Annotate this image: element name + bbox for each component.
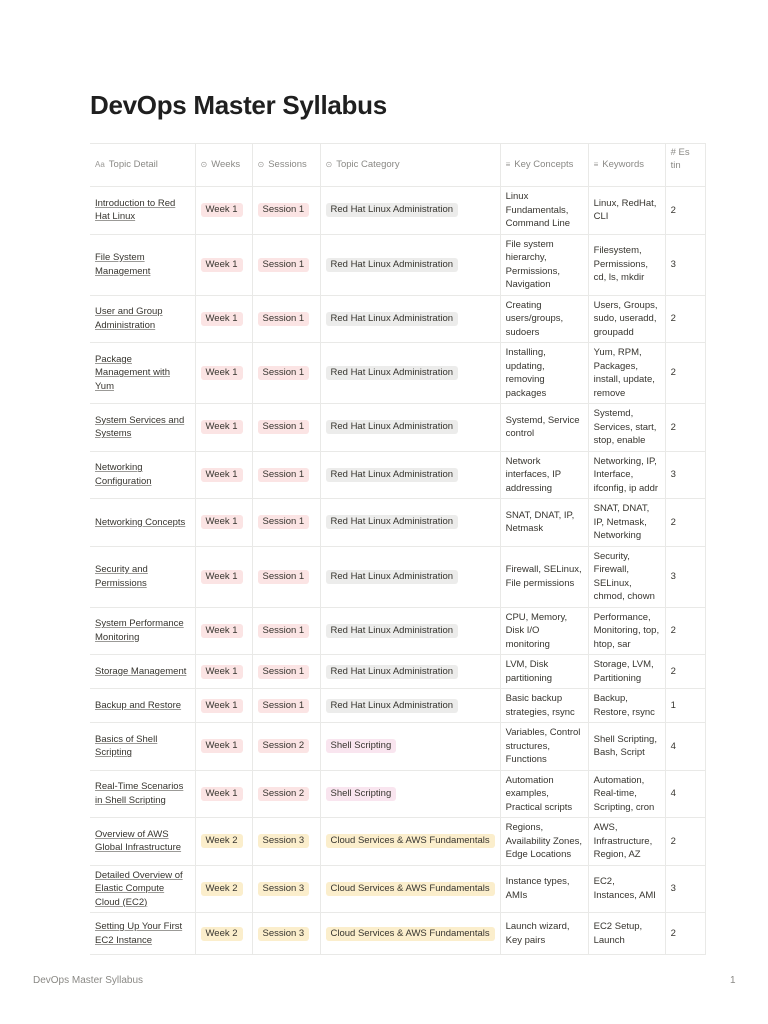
cell-keywords: EC2 Setup, Launch — [588, 913, 665, 955]
table-row[interactable] — [90, 655, 705, 689]
cell-weeks — [195, 607, 252, 655]
cell-key-concepts: LVM, Disk partitioning — [500, 655, 588, 689]
table-row[interactable] — [90, 187, 705, 235]
cell-key-concepts: Creating users/groups, sudoers — [500, 295, 588, 343]
category-tag: Red Hat Linux Administration — [326, 699, 459, 713]
topic-link[interactable]: Networking Configuration — [95, 462, 152, 487]
session-tag: Session 1 — [258, 366, 310, 380]
cell-keywords: AWS, Infrastructure, Region, AZ — [588, 818, 665, 866]
week-tag: Week 1 — [201, 739, 243, 753]
cell-keywords: Performance, Monitoring, top, htop, sar — [588, 607, 665, 655]
cell-key-concepts: Instance types, AMIs — [500, 865, 588, 913]
cell-key-concepts: Basic backup strategies, rsync — [500, 689, 588, 723]
cell-estimated-time: 2 — [665, 187, 705, 235]
cell-weeks — [195, 404, 252, 452]
cell-topic-detail[interactable] — [90, 655, 195, 689]
cell-topic-detail[interactable] — [90, 343, 195, 404]
cell-sessions — [252, 295, 320, 343]
topic-link[interactable]: Setting Up Your First EC2 Instance — [95, 921, 183, 946]
week-tag: Week 1 — [201, 570, 243, 584]
select-property-icon: ⊙ — [257, 160, 265, 170]
cell-topic-detail[interactable] — [90, 404, 195, 452]
cell-estimated-time: 2 — [665, 404, 705, 452]
cell-sessions — [252, 865, 320, 913]
session-tag: Session 1 — [258, 699, 310, 713]
topic-link[interactable]: File System Management — [95, 252, 151, 277]
cell-keywords: Systemd, Services, start, stop, enable — [588, 404, 665, 452]
cell-keywords: Linux, RedHat, CLI — [588, 187, 665, 235]
category-tag: Cloud Services & AWS Fundamentals — [326, 834, 495, 848]
table-row[interactable] — [90, 818, 705, 866]
cell-estimated-time: 2 — [665, 295, 705, 343]
cell-topic-detail[interactable] — [90, 499, 195, 547]
category-tag: Red Hat Linux Administration — [326, 515, 459, 529]
category-tag: Red Hat Linux Administration — [326, 203, 459, 217]
table-row[interactable] — [90, 913, 705, 955]
week-tag: Week 1 — [201, 312, 243, 326]
week-tag: Week 1 — [201, 420, 243, 434]
cell-topic-category — [320, 607, 500, 655]
cell-key-concepts: Automation examples, Practical scripts — [500, 770, 588, 818]
topic-link[interactable]: Backup and Restore — [95, 699, 182, 711]
category-tag: Red Hat Linux Administration — [326, 665, 459, 679]
cell-keywords: Shell Scripting, Bash, Script — [588, 723, 665, 771]
column-header-estimated-time[interactable]: # Es tin — [665, 144, 705, 187]
cell-topic-category — [320, 404, 500, 452]
cell-key-concepts: Launch wizard, Key pairs — [500, 913, 588, 955]
cell-weeks — [195, 546, 252, 607]
cell-keywords: Networking, IP, Interface, ifconfig, ip addr — [588, 451, 665, 499]
footer-doc-name: DevOps Master Syllabus — [33, 975, 144, 986]
topic-link[interactable]: Networking Concepts — [95, 516, 186, 528]
cell-sessions — [252, 343, 320, 404]
table-row[interactable] — [90, 723, 705, 771]
cell-estimated-time: 2 — [665, 499, 705, 547]
cell-topic-category — [320, 546, 500, 607]
cell-keywords: Filesystem, Permissions, cd, ls, mkdir — [588, 234, 665, 295]
week-tag: Week 1 — [201, 515, 243, 529]
category-tag: Red Hat Linux Administration — [326, 468, 459, 482]
cell-sessions — [252, 818, 320, 866]
cell-estimated-time: 3 — [665, 865, 705, 913]
cell-topic-category — [320, 655, 500, 689]
table-row[interactable] — [90, 607, 705, 655]
cell-sessions — [252, 655, 320, 689]
cell-estimated-time: 2 — [665, 818, 705, 866]
table-row[interactable] — [90, 234, 705, 295]
cell-key-concepts: Systemd, Service control — [500, 404, 588, 452]
table-row[interactable] — [90, 770, 705, 818]
category-tag: Red Hat Linux Administration — [326, 624, 459, 638]
category-tag: Cloud Services & AWS Fundamentals — [326, 927, 495, 941]
category-tag: Red Hat Linux Administration — [326, 312, 459, 326]
cell-keywords: SNAT, DNAT, IP, Netmask, Networking — [588, 499, 665, 547]
session-tag: Session 1 — [258, 665, 310, 679]
cell-keywords: Storage, LVM, Partitioning — [588, 655, 665, 689]
cell-topic-category — [320, 689, 500, 723]
cell-estimated-time: 3 — [665, 546, 705, 607]
week-tag: Week 1 — [201, 258, 243, 272]
cell-topic-category — [320, 499, 500, 547]
cell-topic-detail[interactable] — [90, 818, 195, 866]
cell-topic-category — [320, 187, 500, 235]
cell-weeks — [195, 451, 252, 499]
cell-topic-category — [320, 343, 500, 404]
table-row[interactable] — [90, 865, 705, 913]
topic-link[interactable]: System Services and Systems — [95, 414, 185, 440]
cell-topic-category — [320, 913, 500, 955]
footer-page-number: 1 — [730, 975, 736, 986]
syllabus-table-container — [90, 143, 768, 946]
cell-key-concepts: CPU, Memory, Disk I/O monitoring — [500, 607, 588, 655]
session-tag: Session 1 — [258, 570, 310, 584]
cell-estimated-time: 2 — [665, 913, 705, 955]
cell-topic-category — [320, 295, 500, 343]
column-header-label: Topic Detail — [108, 159, 158, 171]
week-tag: Week 2 — [201, 927, 243, 941]
cell-weeks — [195, 655, 252, 689]
column-header-topic-category[interactable] — [320, 144, 500, 187]
cell-key-concepts: Regions, Availability Zones, Edge Locations — [500, 818, 588, 866]
table-body — [90, 187, 705, 955]
session-tag: Session 1 — [258, 312, 310, 326]
text-lines-icon: ≡ — [593, 160, 599, 170]
column-header-label: Topic Category — [336, 159, 400, 171]
cell-topic-detail[interactable] — [90, 187, 195, 235]
cell-weeks — [195, 723, 252, 771]
week-tag: Week 1 — [201, 203, 243, 217]
column-header-weeks[interactable] — [195, 144, 252, 187]
cell-key-concepts: File system hierarchy, Permissions, Navigation — [500, 234, 588, 295]
cell-topic-detail[interactable] — [90, 295, 195, 343]
column-header-label: Weeks — [211, 159, 241, 171]
table-row[interactable] — [90, 689, 705, 723]
session-tag: Session 3 — [258, 927, 310, 941]
cell-weeks — [195, 234, 252, 295]
cell-topic-category — [320, 865, 500, 913]
table-row[interactable] — [90, 546, 705, 607]
text-lines-icon: ≡ — [505, 160, 511, 170]
cell-weeks — [195, 187, 252, 235]
category-tag: Red Hat Linux Administration — [326, 258, 459, 272]
cell-estimated-time: 4 — [665, 770, 705, 818]
session-tag: Session 1 — [258, 624, 310, 638]
session-tag: Session 1 — [258, 258, 310, 272]
table-row[interactable] — [90, 295, 705, 343]
column-header-keywords[interactable] — [588, 144, 665, 187]
topic-link[interactable]: Real-Time Scenarios in Shell Scripting — [95, 781, 184, 806]
week-tag: Week 1 — [201, 699, 243, 713]
cell-topic-detail[interactable] — [90, 865, 195, 913]
table-row[interactable] — [90, 499, 705, 547]
cell-sessions — [252, 234, 320, 295]
cell-keywords: Backup, Restore, rsync — [588, 689, 665, 723]
week-tag: Week 2 — [201, 882, 243, 896]
session-tag: Session 1 — [258, 468, 310, 482]
session-tag: Session 2 — [258, 787, 310, 801]
select-property-icon: ⊙ — [325, 160, 333, 170]
cell-sessions — [252, 499, 320, 547]
cell-weeks — [195, 818, 252, 866]
syllabus-table — [90, 143, 706, 955]
cell-keywords: Automation, Real-time, Scripting, cron — [588, 770, 665, 818]
category-tag: Red Hat Linux Administration — [326, 366, 459, 380]
select-property-icon: ⊙ — [200, 160, 208, 170]
topic-link[interactable]: Basics of Shell Scripting — [95, 733, 158, 759]
category-tag: Red Hat Linux Administration — [326, 570, 459, 584]
cell-sessions — [252, 723, 320, 771]
topic-link[interactable]: User and Group Administration — [95, 306, 163, 331]
text-property-icon: Aa — [95, 160, 105, 170]
column-header-label: Keywords — [602, 159, 644, 171]
cell-estimated-time: 3 — [665, 234, 705, 295]
cell-key-concepts: Network interfaces, IP addressing — [500, 451, 588, 499]
cell-topic-detail[interactable] — [90, 451, 195, 499]
cell-weeks — [195, 295, 252, 343]
cell-key-concepts: Installing, updating, removing packages — [500, 343, 588, 404]
column-header-label: Key Concepts — [514, 159, 574, 171]
cell-topic-category — [320, 723, 500, 771]
topic-link[interactable]: Overview of AWS Global Infrastructure — [95, 828, 182, 854]
column-header-sessions[interactable] — [252, 144, 320, 187]
cell-sessions — [252, 913, 320, 955]
cell-estimated-time: 2 — [665, 655, 705, 689]
session-tag: Session 3 — [258, 834, 310, 848]
session-tag: Session 1 — [258, 420, 310, 434]
week-tag: Week 1 — [201, 665, 243, 679]
cell-weeks — [195, 499, 252, 547]
topic-link[interactable]: System Performance Monitoring — [95, 618, 184, 643]
cell-key-concepts: Firewall, SELinux, File permissions — [500, 546, 588, 607]
cell-topic-category — [320, 770, 500, 818]
cell-weeks — [195, 865, 252, 913]
cell-keywords: Users, Groups, sudo, useradd, groupadd — [588, 295, 665, 343]
cell-sessions — [252, 770, 320, 818]
cell-sessions — [252, 187, 320, 235]
topic-link[interactable]: Storage Management — [95, 665, 187, 677]
column-header-key-concepts[interactable] — [500, 144, 588, 187]
cell-key-concepts: Linux Fundamentals, Command Line — [500, 187, 588, 235]
cell-sessions — [252, 607, 320, 655]
cell-keywords: EC2, Instances, AMI — [588, 865, 665, 913]
session-tag: Session 1 — [258, 515, 310, 529]
column-header-label: Sessions — [268, 159, 307, 171]
cell-topic-category — [320, 818, 500, 866]
cell-weeks — [195, 770, 252, 818]
week-tag: Week 2 — [201, 834, 243, 848]
week-tag: Week 1 — [201, 787, 243, 801]
page-title: DevOps Master Syllabus — [90, 90, 387, 120]
cell-sessions — [252, 546, 320, 607]
cell-topic-detail[interactable] — [90, 546, 195, 607]
cell-topic-detail[interactable] — [90, 723, 195, 771]
cell-estimated-time: 4 — [665, 723, 705, 771]
cell-estimated-time: 2 — [665, 607, 705, 655]
cell-sessions — [252, 451, 320, 499]
cell-weeks — [195, 913, 252, 955]
session-tag: Session 3 — [258, 882, 310, 896]
topic-link[interactable]: Security and Permissions — [95, 564, 148, 589]
cell-estimated-time: 3 — [665, 451, 705, 499]
topic-link[interactable]: Introduction to Red Hat Linux — [95, 197, 176, 223]
column-header-topic-detail[interactable] — [90, 144, 195, 187]
session-tag: Session 1 — [258, 203, 310, 217]
category-tag: Red Hat Linux Administration — [326, 420, 459, 434]
cell-topic-category — [320, 451, 500, 499]
header-row — [90, 144, 705, 187]
cell-keywords: Security, Firewall, SELinux, chmod, chown — [588, 546, 665, 607]
week-tag: Week 1 — [201, 366, 243, 380]
category-tag: Shell Scripting — [326, 739, 397, 753]
cell-sessions — [252, 404, 320, 452]
category-tag: Shell Scripting — [326, 787, 397, 801]
week-tag: Week 1 — [201, 624, 243, 638]
week-tag: Week 1 — [201, 468, 243, 482]
cell-estimated-time: 2 — [665, 343, 705, 404]
cell-key-concepts: SNAT, DNAT, IP, Netmask — [500, 499, 588, 547]
cell-topic-detail[interactable] — [90, 913, 195, 955]
cell-topic-detail[interactable] — [90, 770, 195, 818]
cell-topic-category — [320, 234, 500, 295]
cell-topic-detail[interactable] — [90, 689, 195, 723]
category-tag: Cloud Services & AWS Fundamentals — [326, 882, 495, 896]
table-row[interactable] — [90, 343, 705, 404]
cell-estimated-time: 1 — [665, 689, 705, 723]
topic-link[interactable]: Detailed Overview of Elastic Compute Cloud (EC2) — [95, 869, 183, 908]
cell-weeks — [195, 343, 252, 404]
topic-link[interactable]: Package Management with Yum — [95, 353, 170, 392]
session-tag: Session 2 — [258, 739, 310, 753]
cell-topic-detail[interactable] — [90, 607, 195, 655]
cell-keywords: Yum, RPM, Packages, install, update, remove — [588, 343, 665, 404]
cell-sessions — [252, 689, 320, 723]
cell-weeks — [195, 689, 252, 723]
table-row[interactable] — [90, 451, 705, 499]
cell-key-concepts: Variables, Control structures, Functions — [500, 723, 588, 771]
cell-topic-detail[interactable] — [90, 234, 195, 295]
table-row[interactable] — [90, 404, 705, 452]
